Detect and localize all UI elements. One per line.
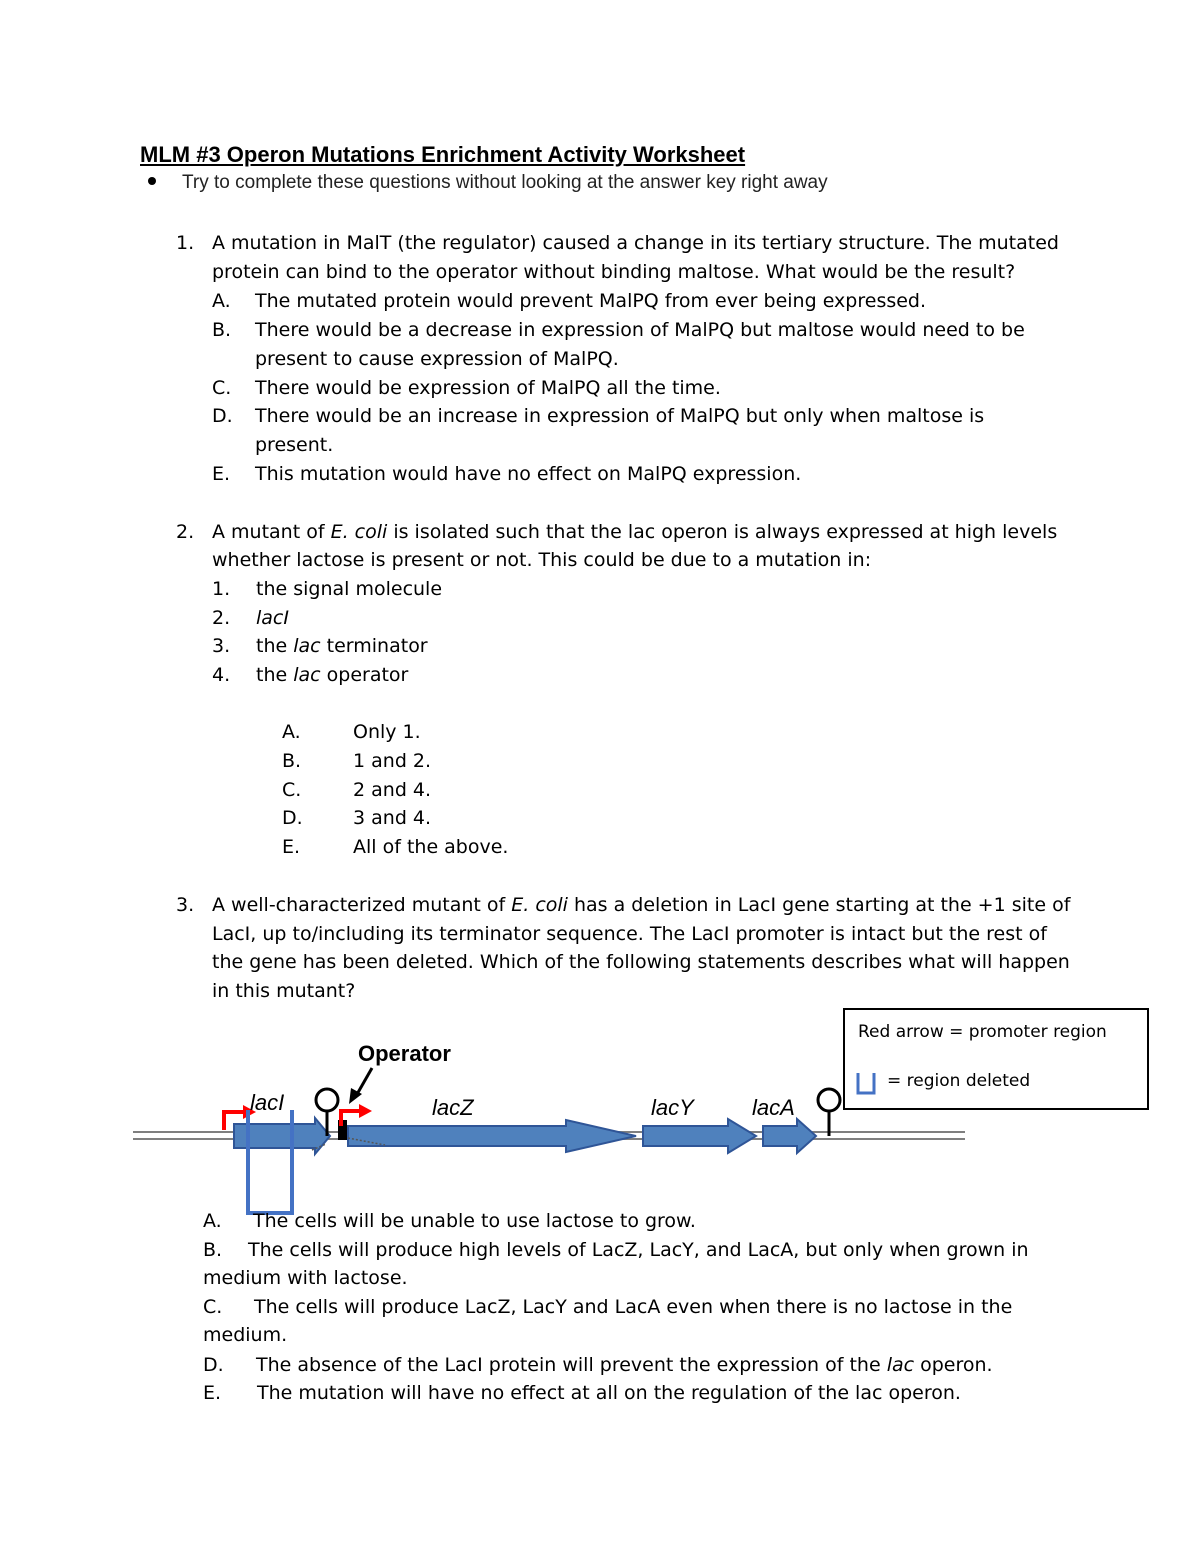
laci-terminator-icon [316, 1089, 338, 1111]
bullet-dot-icon [148, 177, 156, 185]
question-text-line: whether lactose is present or not. This could be due to a mutation in: [212, 549, 872, 571]
option-text: medium with lactose. [203, 1267, 408, 1289]
option-letter: E. [203, 1382, 222, 1404]
option-text: There would be a decrease in expression of MalPQ but maltose would need to be [255, 319, 1025, 341]
item-text [256, 632, 428, 661]
gene-name: lacI [256, 607, 289, 629]
gene-name: lac [886, 1354, 915, 1376]
legend-deleted: = region deleted [887, 1071, 1031, 1091]
item-text [256, 604, 289, 633]
option-text [256, 1351, 993, 1380]
option-letter: A. [203, 1210, 222, 1232]
option-letter: E. [212, 463, 231, 485]
gene-name: lac [293, 664, 321, 686]
question-text-line [212, 891, 1070, 920]
option-text: medium. [203, 1324, 288, 1346]
lacz-gene-arrow [348, 1120, 636, 1152]
item-number: 4. [212, 664, 231, 686]
text-segment: the signal molecule [256, 578, 443, 600]
question-text-line [212, 518, 1057, 547]
option-letter: B. [212, 319, 232, 341]
option-letter: B. [282, 750, 302, 772]
laca-gene-arrow [763, 1119, 816, 1153]
option-letter: D. [282, 807, 303, 829]
operator-pointer-line [356, 1068, 372, 1096]
text-segment: the [256, 635, 294, 657]
instruction-text: Try to complete these questions without looking at the answer key right away [182, 172, 828, 193]
option-text: 1 and 2. [353, 750, 432, 772]
legend-promoter: Red arrow = promoter region [858, 1022, 1107, 1042]
item-number: 2. [212, 607, 231, 629]
lacz-label: lacZ [432, 1095, 474, 1120]
option-text: The cells will produce LacZ, LacY and LacA even when there is no lactose in the [254, 1296, 1013, 1318]
text-segment: operator [320, 664, 409, 686]
item-text [256, 575, 442, 604]
text-segment: has a deletion in LacI gene starting at the +1 site of [567, 894, 1071, 916]
option-letter: A. [282, 721, 301, 743]
laci-label: lacI [250, 1090, 285, 1115]
text-segment: operon. [914, 1354, 993, 1376]
page-title: MLM #3 Operon Mutations Enrichment Activity Worksheet [140, 142, 746, 167]
text-segment: A mutant of [212, 521, 331, 543]
option-text: There would be expression of MalPQ all the time. [255, 377, 721, 399]
option-text: The mutated protein would prevent MalPQ from ever being expressed. [255, 290, 927, 312]
question-number: 3. [176, 894, 195, 916]
option-text: The mutation will have no effect at all on the regulation of the lac operon. [257, 1382, 961, 1404]
instruction-bullet [148, 172, 828, 194]
option-text: The cells will produce high levels of LacZ, LacY, and LacA, but only when grown in [248, 1239, 1029, 1261]
text-segment: The absence of the LacI protein will prevent the expression of the [256, 1354, 887, 1376]
question-number: 2. [176, 521, 195, 543]
option-text: present to cause expression of MalPQ. [255, 348, 619, 370]
option-text: This mutation would have no effect on MalPQ expression. [255, 463, 802, 485]
legend-deleted-swatch [858, 1073, 874, 1093]
question-text-line: in this mutant? [212, 980, 356, 1002]
option-letter: C. [203, 1296, 223, 1318]
option-text: 3 and 4. [353, 807, 432, 829]
option-letter: E. [282, 836, 301, 858]
option-letter: C. [282, 779, 302, 801]
option-text: 2 and 4. [353, 779, 432, 801]
option-text: The cells will be unable to use lactose to grow. [253, 1210, 696, 1232]
text-segment: the [256, 664, 294, 686]
question-text-line: A mutation in MalT (the regulator) caused a change in its tertiary structure. The mutated [212, 232, 1059, 254]
option-letter: D. [212, 405, 233, 427]
option-text: Only 1. [353, 721, 421, 743]
option-text: All of the above. [353, 836, 509, 858]
text-segment: is isolated such that the lac operon is always expressed at high levels [387, 521, 1058, 543]
text-segment: A well-characterized mutant of [212, 894, 512, 916]
text-segment: terminator [320, 635, 428, 657]
item-number: 1. [212, 578, 231, 600]
question-number: 1. [176, 232, 195, 254]
item-number: 3. [212, 635, 231, 657]
item-text [256, 661, 408, 690]
option-letter: C. [212, 377, 232, 399]
option-letter: D. [203, 1354, 224, 1376]
option-letter: A. [212, 290, 231, 312]
lacy-gene-arrow [643, 1119, 756, 1153]
question-text-line: the gene has been deleted. Which of the following statements describes what will happen [212, 951, 1070, 973]
species-name: E. coli [511, 894, 568, 916]
lacy-label: lacY [651, 1095, 694, 1120]
question-text-line: LacI, up to/including its terminator sequence. The LacI promoter is intact but the rest of [212, 923, 1047, 945]
option-text: present. [255, 434, 334, 456]
lacz-promoter-arrowhead-icon [359, 1104, 372, 1118]
lac-operon-diagram [0, 1020, 1200, 1220]
option-text: There would be an increase in expression of MalPQ but only when maltose is [255, 405, 985, 427]
operator-label: Operator [358, 1041, 451, 1066]
question-text-line: protein can bind to the operator without binding maltose. What would be the result? [212, 261, 1016, 283]
gene-name: lac [293, 635, 321, 657]
species-name: E. coli [330, 521, 388, 543]
laca-terminator-icon [818, 1089, 840, 1111]
laca-label: lacA [752, 1095, 795, 1120]
option-letter: B. [203, 1239, 223, 1261]
